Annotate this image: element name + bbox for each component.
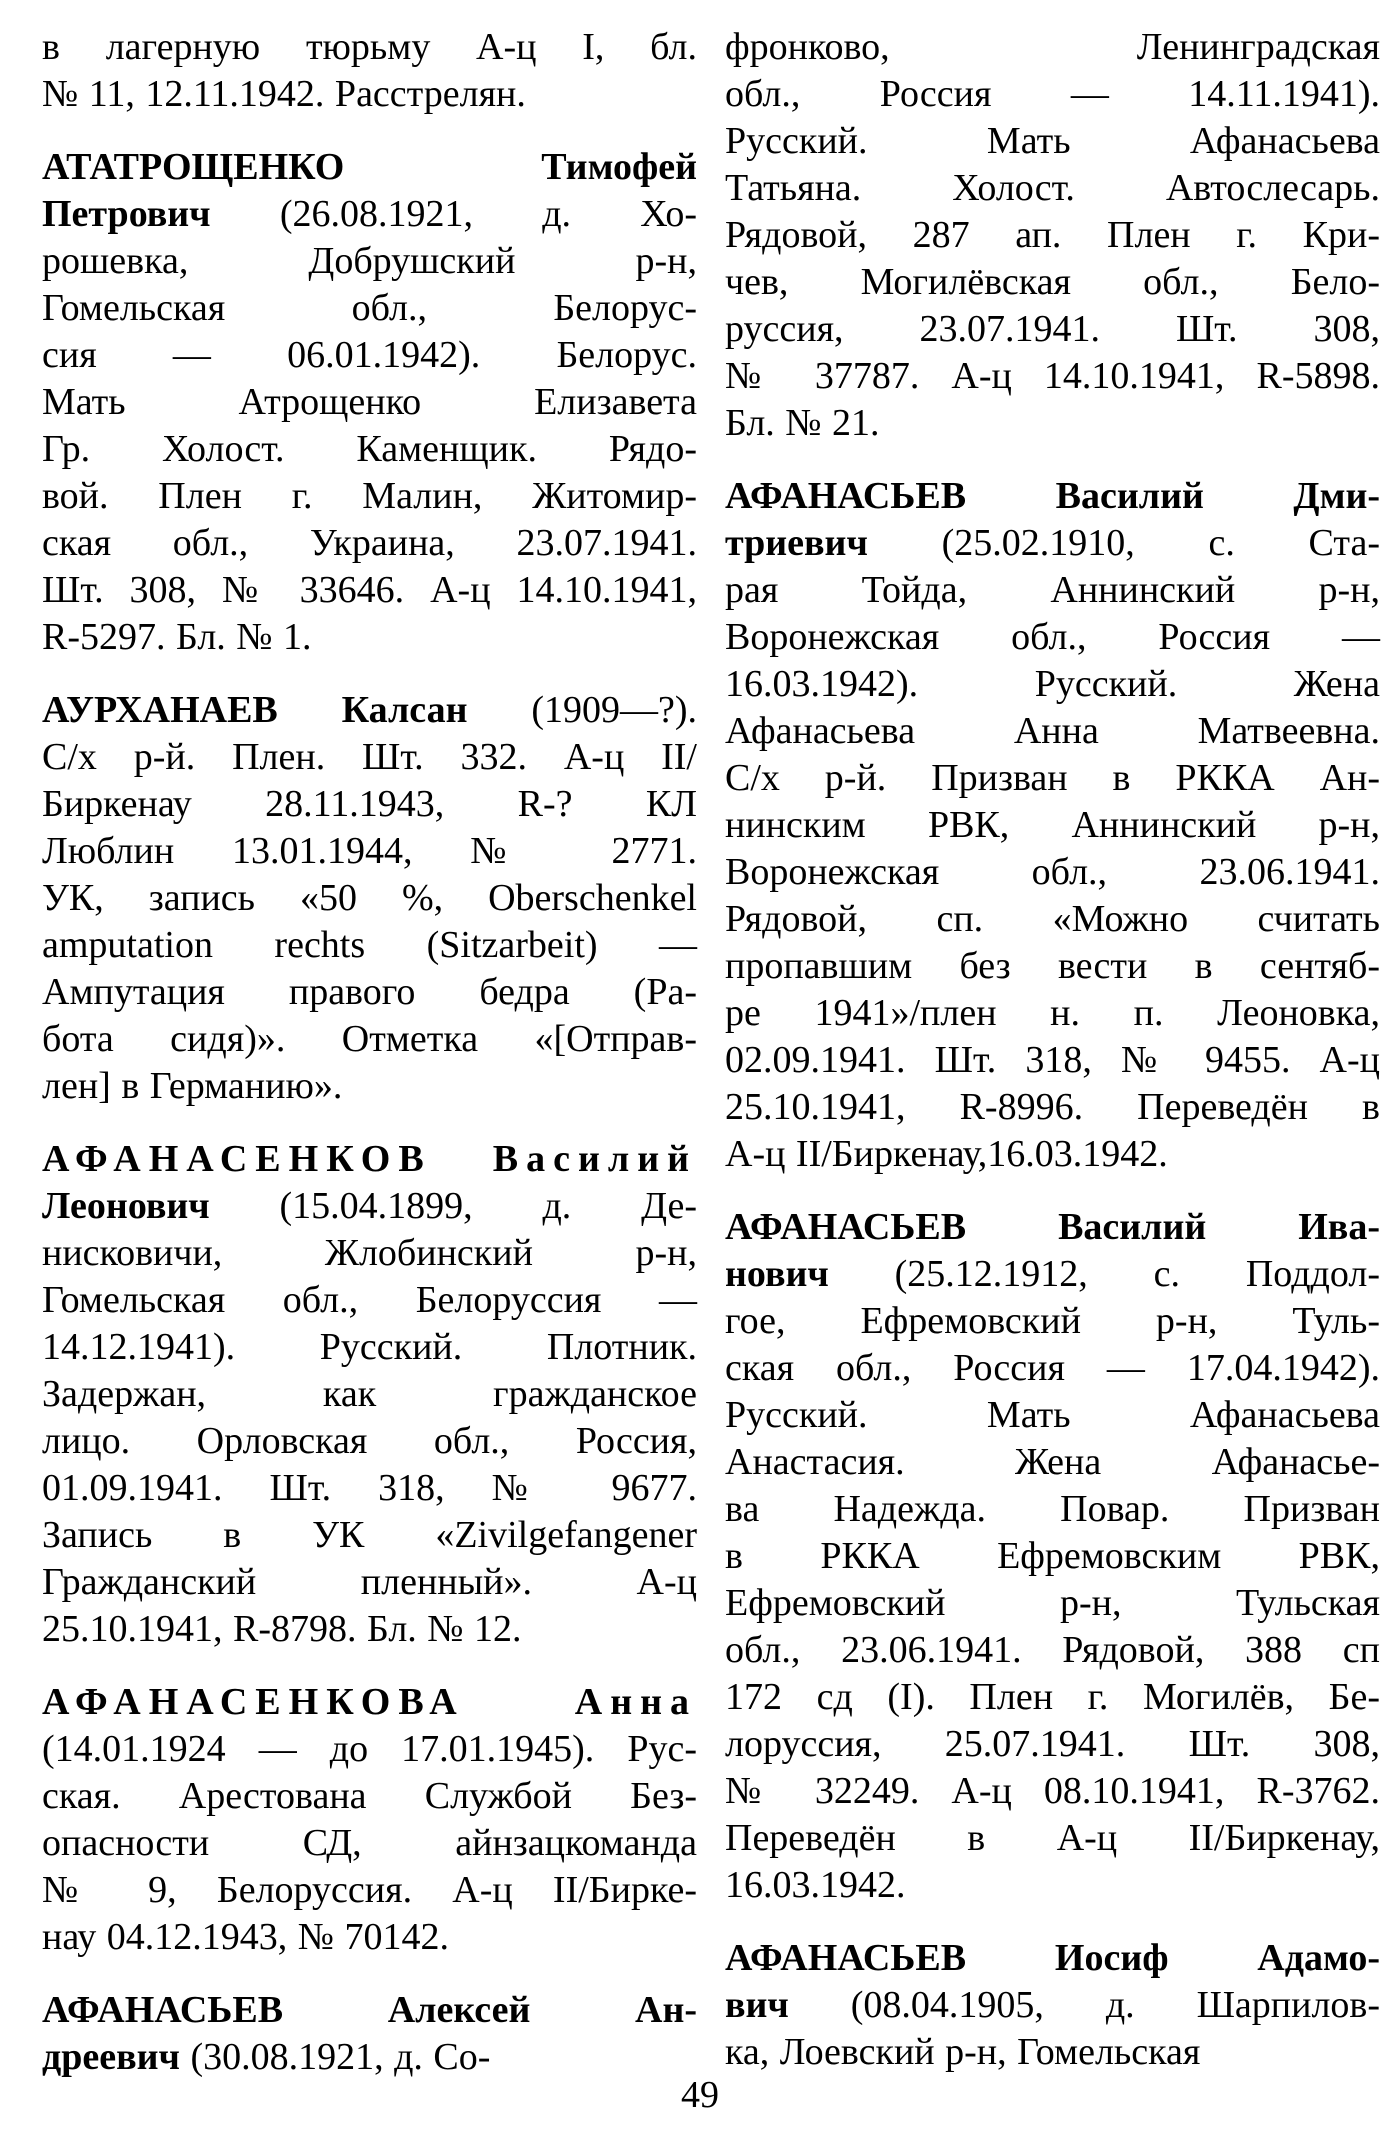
text-line: обл., 23.06.1941. Рядовой, 388 сп — [725, 1629, 1380, 1671]
text-line: Гр. Холост. Каменщик. Рядо- — [42, 428, 697, 470]
text-line: 172 сд (I). Плен г. Могилёв, Бе- — [725, 1676, 1380, 1718]
entry-aurkhanaev-kalsan — [42, 687, 697, 1110]
text-line: А-ц II/Биркенау,16.03.1942. — [725, 1133, 1168, 1175]
text-line: С/х р-й. Призван в РККА Ан- — [725, 757, 1380, 799]
text-line: № 32249. А-ц 08.10.1941, R-3762. — [725, 1770, 1380, 1812]
text-line: 01.09.1941. Шт. 318, № 9677. — [42, 1467, 697, 1509]
text-line — [725, 1204, 1380, 1251]
text-line: 02.09.1941. Шт. 318, № 9455. А-ц — [725, 1039, 1380, 1081]
text-line: лен] в Германию». — [42, 1065, 343, 1107]
text-line: Рядовой, 287 ап. Плен г. Кри- — [725, 214, 1380, 256]
left-column — [42, 24, 697, 2107]
text-line: Анастасия. Жена Афанасье- — [725, 1441, 1380, 1483]
entry-afanasyev-iosif-adamovich — [725, 1935, 1380, 2076]
text-line: Русский. Мать Афанасьева — [725, 1394, 1380, 1436]
text-line: ская обл., Россия — 17.04.1942). — [725, 1347, 1380, 1389]
entry-headword: Леонович — [42, 1185, 210, 1227]
text-line: amputation rechts (Sitzarbeit) — — [42, 924, 697, 966]
text-line: № 37787. А-ц 14.10.1941, R-5898. — [725, 355, 1380, 397]
text-line: № 11, 12.11.1942. Расстрелян. — [42, 73, 526, 115]
text-line: гое, Ефремовский р-н, Туль- — [725, 1300, 1380, 1342]
text-line — [42, 1679, 697, 1726]
text-line: Гражданский пленный». А-ц — [42, 1561, 697, 1603]
text-line: лицо. Орловская обл., Россия, — [42, 1420, 697, 1462]
text-line: Переведён в А-ц II/Биркенау, — [725, 1817, 1380, 1859]
right-column — [725, 24, 1380, 2107]
text-line: бота сидя)». Отметка «[Отправ- — [42, 1018, 697, 1060]
text-line: № 9, Белоруссия. А-ц II/Бирке- — [42, 1869, 697, 1911]
entry-headword: дреевич — [42, 2036, 180, 2078]
text-line — [725, 1935, 1380, 1982]
entry-afanasenkova-anna — [42, 1679, 697, 1961]
text-line: нович (25.12.1912, с. Поддол- — [725, 1253, 1380, 1295]
entry-headword: триевич — [725, 522, 868, 564]
entry-atatroshchenko-timofey-petrovich — [42, 144, 697, 661]
entry-afanasyev-aleksey-andreevich — [42, 1987, 697, 2081]
text-line: ре 1941»/плен н. п. Леоновка, — [725, 992, 1380, 1034]
text-line: Ефремовский р-н, Тульская — [725, 1582, 1380, 1624]
text-line: обл., Россия — 14.11.1941). — [725, 73, 1380, 115]
text-line: ская обл., Украина, 23.07.1941. — [42, 522, 697, 564]
text-line: рая Тойда, Аннинский р-н, — [725, 569, 1380, 611]
text-line: дреевич (30.08.1921, д. Со- — [42, 2036, 491, 2078]
text-line: Мать Атрощенко Елизавета — [42, 381, 697, 423]
text-line: Гомельская обл., Белоруссия — — [42, 1279, 697, 1321]
entry-continuation — [42, 24, 697, 118]
text-line: Задержан, как гражданское — [42, 1373, 697, 1415]
text-line: рошевка, Добрушский р-н, — [42, 240, 697, 282]
text-line: АУРХАНАЕВ Калсан (1909—?). — [42, 689, 697, 731]
text-line: руссия, 23.07.1941. Шт. 308, — [725, 308, 1380, 350]
text-line: УК, запись «50 %, Oberschenkel — [42, 877, 697, 919]
text-line: триевич (25.02.1910, с. Ста- — [725, 522, 1380, 564]
text-line: вич (08.04.1905, д. Шарпилов- — [725, 1984, 1380, 2026]
entry-headword: АФАНАСЬЕВ Василий Дми- — [725, 475, 1380, 517]
text-line: ва Надежда. Повар. Призван — [725, 1488, 1380, 1530]
text-line: Леонович (15.04.1899, д. Де- — [42, 1185, 697, 1227]
text-line: нинским РВК, Аннинский р-н, — [725, 804, 1380, 846]
entry-continuation — [725, 24, 1380, 447]
entry-headword: нович — [725, 1253, 829, 1295]
entry-afanasyev-vasiliy-dmitrievich — [725, 473, 1380, 1178]
text-line: фронково, Ленинградская — [725, 26, 1380, 68]
text-line: Биркенау 28.11.1943, R-? КЛ — [42, 783, 697, 825]
text-line — [42, 1136, 697, 1183]
entry-headword: АФАНАСЬЕВ Василий Ива- — [725, 1206, 1380, 1248]
text-line: 25.10.1941, R-8798. Бл. № 12. — [42, 1608, 522, 1650]
text-line: Татьяна. Холост. Автослесарь. — [725, 167, 1380, 209]
text-line: опасности СД, айнзацкоманда — [42, 1822, 697, 1864]
entry-headword: АФАНАСЕНКОВ Василий — [42, 1138, 697, 1180]
text-line: чев, Могилёвская обл., Бело- — [725, 261, 1380, 303]
text-line: Гомельская обл., Белорус- — [42, 287, 697, 329]
text-line: ка, Лоевский р-н, Гомельская — [725, 2031, 1201, 2073]
entry-headword: АУРХАНАЕВ Калсан — [42, 689, 468, 731]
text-line: нисковичи, Жлобинский р-н, — [42, 1232, 697, 1274]
entry-headword: АФАНАСЬЕВ Иосиф Адамо- — [725, 1937, 1380, 1979]
text-line: вой. Плен г. Малин, Житомир- — [42, 475, 697, 517]
text-line: R-5297. Бл. № 1. — [42, 616, 312, 658]
text-line — [725, 473, 1380, 520]
text-line: С/х р-й. Плен. Шт. 332. А-ц II/ — [42, 736, 697, 778]
text-line: Петрович (26.08.1921, д. Хо- — [42, 193, 697, 235]
text-line: 25.10.1941, R-8996. Переведён в — [725, 1086, 1380, 1128]
text-line: в РККА Ефремовским РВК, — [725, 1535, 1380, 1577]
entry-headword: Петрович — [42, 193, 211, 235]
text-line: нау 04.12.1943, № 70142. — [42, 1916, 450, 1958]
text-line: Бл. № 21. — [725, 402, 880, 444]
text-line: 16.03.1942. — [725, 1864, 906, 1906]
entry-afanasenkov-vasiliy-leonovich — [42, 1136, 697, 1653]
text-line: Рядовой, сп. «Можно считать — [725, 898, 1380, 940]
text-line: Воронежская обл., Россия — — [725, 616, 1380, 658]
text-line: 14.12.1941). Русский. Плотник. — [42, 1326, 697, 1368]
entry-headword: АФАНАСЬЕВ Алексей Ан- — [42, 1989, 697, 2031]
text-line: сия — 06.01.1942). Белорус. — [42, 334, 697, 376]
text-line: Воронежская обл., 23.06.1941. — [725, 851, 1380, 893]
text-line: Ампутация правого бедра (Ра- — [42, 971, 697, 1013]
text-line: лоруссия, 25.07.1941. Шт. 308, — [725, 1723, 1380, 1765]
text-line: (14.01.1924 — до 17.01.1945). Рус- — [42, 1728, 697, 1770]
entry-headword: АФАНАСЕНКОВА Анна — [42, 1681, 697, 1723]
page-number: 49 — [681, 2074, 719, 2116]
text-line: Шт. 308, № 33646. А-ц 14.10.1941, — [42, 569, 697, 611]
text-line: 16.03.1942). Русский. Жена — [725, 663, 1380, 705]
text-line: Афанасьева Анна Матвеевна. — [725, 710, 1380, 752]
entry-headword: АТАТРОЩЕНКО Тимофей — [42, 146, 697, 188]
text-line: Русский. Мать Афанасьева — [725, 120, 1380, 162]
text-line — [42, 1987, 697, 2034]
entry-headword: вич — [725, 1984, 789, 2026]
text-line: ская. Арестована Службой Без- — [42, 1775, 697, 1817]
text-line: пропавшим без вести в сентяб- — [725, 945, 1380, 987]
text-line: Запись в УК «Zivilgefangener — [42, 1514, 697, 1556]
text-line — [42, 144, 697, 191]
text-line: Люблин 13.01.1944, № 2771. — [42, 830, 697, 872]
text-line: в лагерную тюрьму А-ц I, бл. — [42, 26, 697, 68]
entry-afanasyev-vasiliy-ivanovich — [725, 1204, 1380, 1909]
